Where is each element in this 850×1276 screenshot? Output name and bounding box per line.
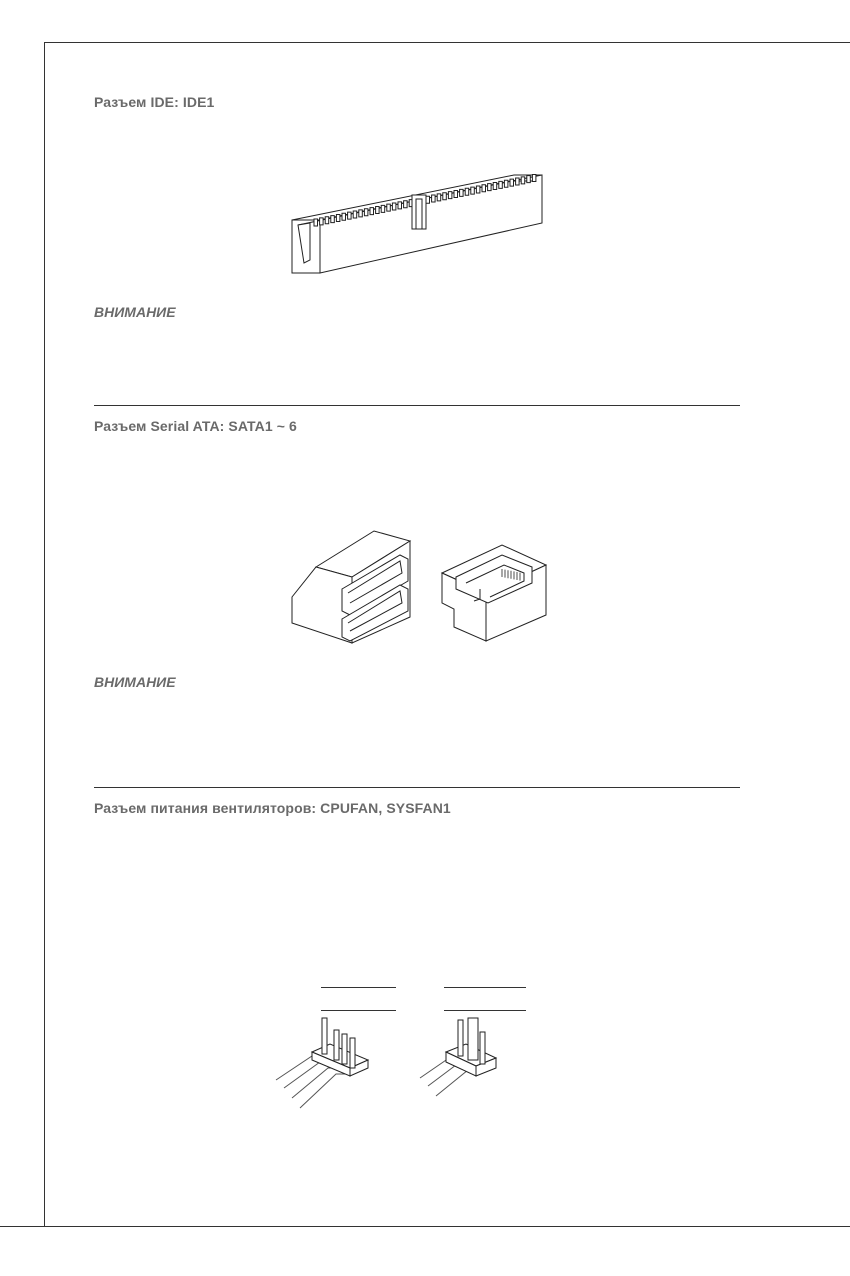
ide-connector-icon <box>290 165 546 275</box>
page-frame-top <box>44 42 850 43</box>
ide-pin <box>370 208 374 215</box>
ide-pin <box>336 214 340 221</box>
ide-pin <box>404 201 408 208</box>
fan-connector-4pin-icon <box>270 1016 374 1112</box>
ide-pin <box>342 213 346 220</box>
ide-key-notch <box>412 195 426 229</box>
ide-pin <box>476 186 480 193</box>
fan-label-line <box>321 1010 396 1011</box>
ide-pin <box>381 205 385 212</box>
ide-pin <box>432 195 436 202</box>
section-divider <box>94 405 740 406</box>
ide-pin <box>364 209 368 216</box>
ide-pin <box>331 216 335 223</box>
ide-pin <box>348 212 352 219</box>
ide-pin <box>387 204 391 211</box>
ide-pin <box>527 176 531 183</box>
ide-pin <box>320 218 324 225</box>
ide-pin <box>325 217 329 224</box>
ide-pin <box>443 193 447 200</box>
sata-connector-icon <box>440 543 548 643</box>
ide-pin <box>471 187 475 194</box>
ide-pin <box>465 188 469 195</box>
ide-pin <box>460 189 464 196</box>
ide-pin <box>510 179 514 186</box>
ide-pin <box>392 203 396 210</box>
section-heading-sata: Разъем Serial ATA: SATA1 ~ 6 <box>94 418 297 434</box>
sata-connector-icon <box>290 527 414 645</box>
fan-label-line <box>444 1010 526 1011</box>
note-ide: ВНИМАНИЕ <box>94 304 176 320</box>
ide-pin <box>376 206 380 213</box>
ide-pin <box>437 194 441 201</box>
ide-pin <box>353 211 357 218</box>
page-frame-bottom <box>0 1226 850 1227</box>
fan-label-line <box>321 987 396 988</box>
ide-pin <box>314 219 318 226</box>
ide-pin <box>521 177 525 184</box>
ide-pin <box>359 210 363 217</box>
ide-pin <box>516 178 520 185</box>
ide-pin <box>504 180 508 187</box>
fan-connector-3pin-icon <box>416 1016 500 1106</box>
ide-pin <box>532 175 536 182</box>
page-frame-left <box>44 42 45 1226</box>
ide-pin <box>426 196 430 203</box>
ide-pin <box>493 183 497 190</box>
ide-pin <box>482 185 486 192</box>
section-heading-fan: Разъем питания вентиляторов: CPUFAN, SYSFAN1 <box>94 800 451 816</box>
ide-pin <box>454 191 458 198</box>
ide-pin <box>398 202 402 209</box>
ide-pin <box>488 184 492 191</box>
note-sata: ВНИМАНИЕ <box>94 674 176 690</box>
section-divider <box>94 787 740 788</box>
ide-pin <box>499 181 503 188</box>
section-heading-ide: Разъем IDE: IDE1 <box>94 94 215 110</box>
fan-label-line <box>444 987 526 988</box>
ide-pin <box>448 192 452 199</box>
